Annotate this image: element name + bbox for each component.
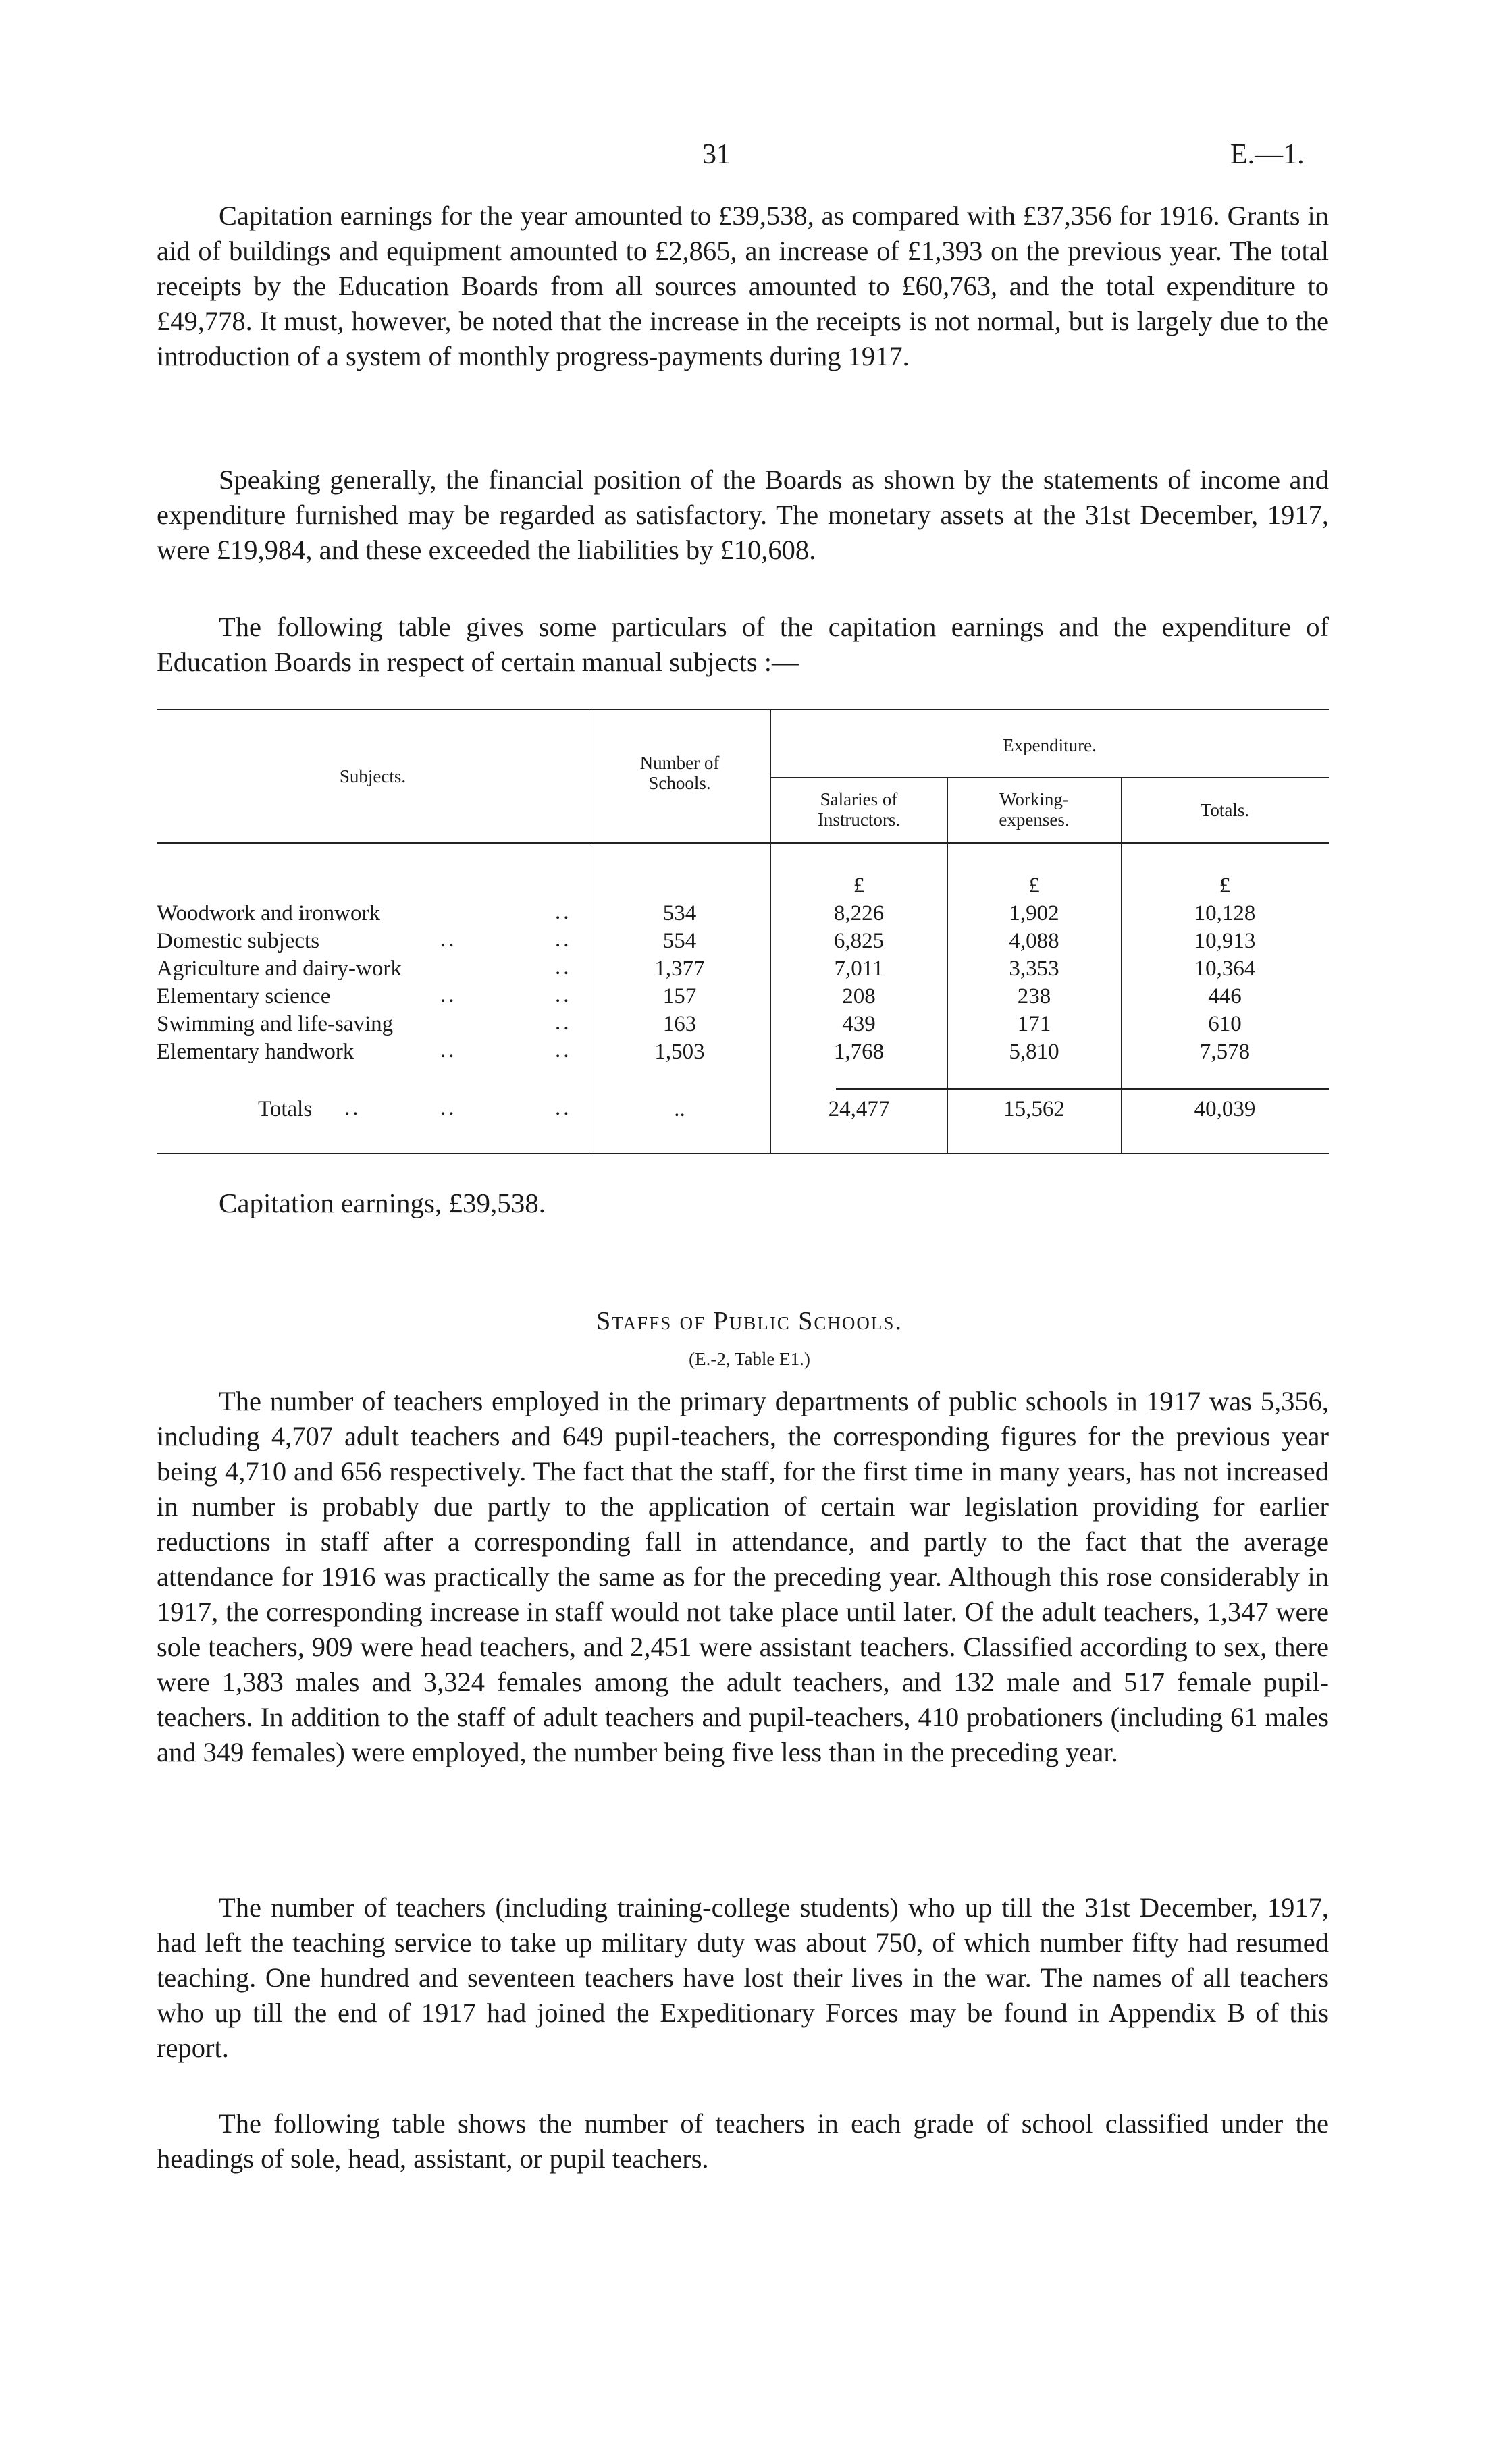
row-total: 10,364: [1194, 957, 1256, 981]
row-leader: ..: [555, 1011, 572, 1035]
row-subject: Domestic subjects: [157, 929, 320, 953]
totals-salaries: 24,477: [828, 1097, 890, 1121]
row-leader: ..: [555, 983, 572, 1007]
row-total: 7,578: [1199, 1040, 1251, 1064]
row-salaries: 1,768: [833, 1040, 885, 1064]
row-working: 1,902: [1009, 901, 1059, 926]
row-salaries: 439: [842, 1012, 876, 1036]
header-schools-line2: Schools.: [648, 773, 711, 793]
row-salaries: 8,226: [833, 901, 885, 926]
row-leader: ..: [440, 928, 457, 952]
section-heading: Staffs of Public Schools.: [596, 1307, 903, 1335]
paragraph-capitation: Capitation earnings for the year amounted to £39,538, as compared with £37,356 for 1916. Grants in aid of buildings and equipment amounted to £2,865, an increase of £1,393 on the previous year. The total receipts by the Education Boards from all sources amounted to £60,763, and the total expenditure to £49,778. It must, however, be noted that the increase in the receipts is not normal, but is largely due to the introduction of a system of monthly progress-payments during 1917.: [157, 200, 1329, 371]
row-subject: Agriculture and dairy-work: [157, 957, 402, 981]
header-bottom-rule: [157, 842, 1329, 844]
header-subjects: Subjects.: [339, 766, 406, 786]
row-leader: ..: [440, 1038, 457, 1063]
header-totals: Totals.: [1200, 800, 1250, 820]
section-reference: (E.-2, Table E1.): [689, 1349, 810, 1369]
paragraph-table-intro: The following table gives some particulars of the capitation earnings and the expenditure of Education Boards in respect of certain manual subjects :—: [157, 612, 1329, 677]
row-subject: Woodwork and ironwork: [157, 901, 380, 926]
paragraph-teachers-employed: The number of teachers employed in the primary departments of public schools in 1917 was 5,356, including 4,707 adult teachers and 649 pupil-teachers, the corresponding figures for the previous year being 4,710 and 656 respectively. The fact that the staff, for the first time in many years, has not increased in number is probably due partly to the application of certain war legislation providing for earlier reductions in staff after a corresponding fall in attendance, and partly to the fact that the average attendance for 1916 was practically the same as for the preceding year. Although this rose considerably in 1917, the corresponding increase in staff would not take place until later. Of the adult teachers, 1,347 were sole teachers, 909 were head teachers, and 2,451 were assistant teachers. Classified according to sex, there were 1,383 males and 3,324 females among the adult teachers, and 132 male and 517 female pupil-teachers. In addition to the staff of adult teachers and pupil-teachers, 410 probationers (including 61 males and 349 females) were employed, the number being five less than in the preceding year.: [157, 1386, 1329, 1767]
totals-rule: [836, 1088, 1329, 1090]
report-code: E.—1.: [1230, 139, 1305, 170]
header-salaries-line2: Instructors.: [817, 809, 901, 830]
row-subject: Elementary handwork: [157, 1040, 354, 1064]
row-leader: ..: [555, 955, 572, 980]
header-working-line1: Working-: [999, 789, 1069, 809]
row-schools: 1,503: [654, 1040, 705, 1064]
totals-leader: ..: [440, 1096, 457, 1120]
paragraph-grade-table-intro: The following table shows the number of teachers in each grade of school classified under the headings of sole, head, assistant, or pupil teachers.: [157, 2108, 1329, 2174]
row-leader: ..: [440, 983, 457, 1007]
paragraph-financial-position: Speaking generally, the financial position of the Boards as shown by the statements of income and expenditure furnished may be regarded as satisfactory. The monetary assets at the 31st December, 1917, were £19,984, and these exceeded the liabilities by £10,608.: [157, 464, 1329, 565]
totals-leader: ..: [555, 1096, 572, 1120]
capitation-note: Capitation earnings, £39,538.: [219, 1187, 546, 1218]
paragraph-military-duty: The number of teachers (including training-college students) who up till the 31st December, 1917, had left the teaching service to take up military duty was about 750, of which number fifty had resumed teaching. One hundred and seventeen teachers have lost their lives in the war. The names of all teachers who up till the end of 1917 had joined the Expeditionary Forces may be found in Appendix B of this report.: [157, 1892, 1329, 2063]
row-working: 238: [1017, 984, 1051, 1009]
manual-subjects-table: [157, 709, 1329, 1161]
row-total: 610: [1208, 1012, 1242, 1036]
expenditure-rule: [770, 777, 1329, 778]
row-subject: Swimming and life-saving: [157, 1012, 394, 1036]
row-schools: 157: [662, 984, 697, 1009]
totals-working: 15,562: [1003, 1097, 1065, 1121]
header-schools-line1: Number of: [639, 753, 720, 773]
row-salaries: 6,825: [833, 929, 885, 953]
header-working-line2: expenses.: [999, 809, 1070, 830]
row-leader: ..: [555, 1038, 572, 1063]
row-schools: 1,377: [654, 957, 705, 981]
row-working: 3,353: [1009, 957, 1059, 981]
totals-leader: ..: [344, 1096, 361, 1120]
row-total: 446: [1208, 984, 1242, 1009]
row-subject: Elementary science: [157, 984, 331, 1009]
row-schools: 163: [662, 1012, 697, 1036]
row-working: 171: [1017, 1012, 1051, 1036]
currency-working: £: [1028, 874, 1040, 898]
totals-total: 40,039: [1194, 1097, 1256, 1121]
row-leader: ..: [555, 928, 572, 952]
row-working: 5,810: [1009, 1040, 1059, 1064]
totals-label: Totals: [258, 1097, 313, 1121]
row-total: 10,128: [1194, 901, 1256, 926]
row-working: 4,088: [1009, 929, 1059, 953]
table-bottom-rule: [157, 1153, 1329, 1154]
row-salaries: 208: [842, 984, 876, 1009]
row-leader: ..: [555, 900, 572, 924]
page-number: 31: [702, 139, 731, 170]
currency-totals: £: [1219, 874, 1231, 898]
header-expenditure: Expenditure.: [1003, 735, 1097, 755]
row-schools: 534: [662, 901, 697, 926]
currency-salaries: £: [853, 874, 865, 898]
row-salaries: 7,011: [834, 957, 884, 981]
header-salaries-line1: Salaries of: [820, 789, 898, 809]
row-schools: 554: [662, 929, 697, 953]
row-total: 10,913: [1194, 929, 1256, 953]
table-top-rule: [157, 709, 1329, 710]
totals-schools: ..: [674, 1097, 685, 1121]
